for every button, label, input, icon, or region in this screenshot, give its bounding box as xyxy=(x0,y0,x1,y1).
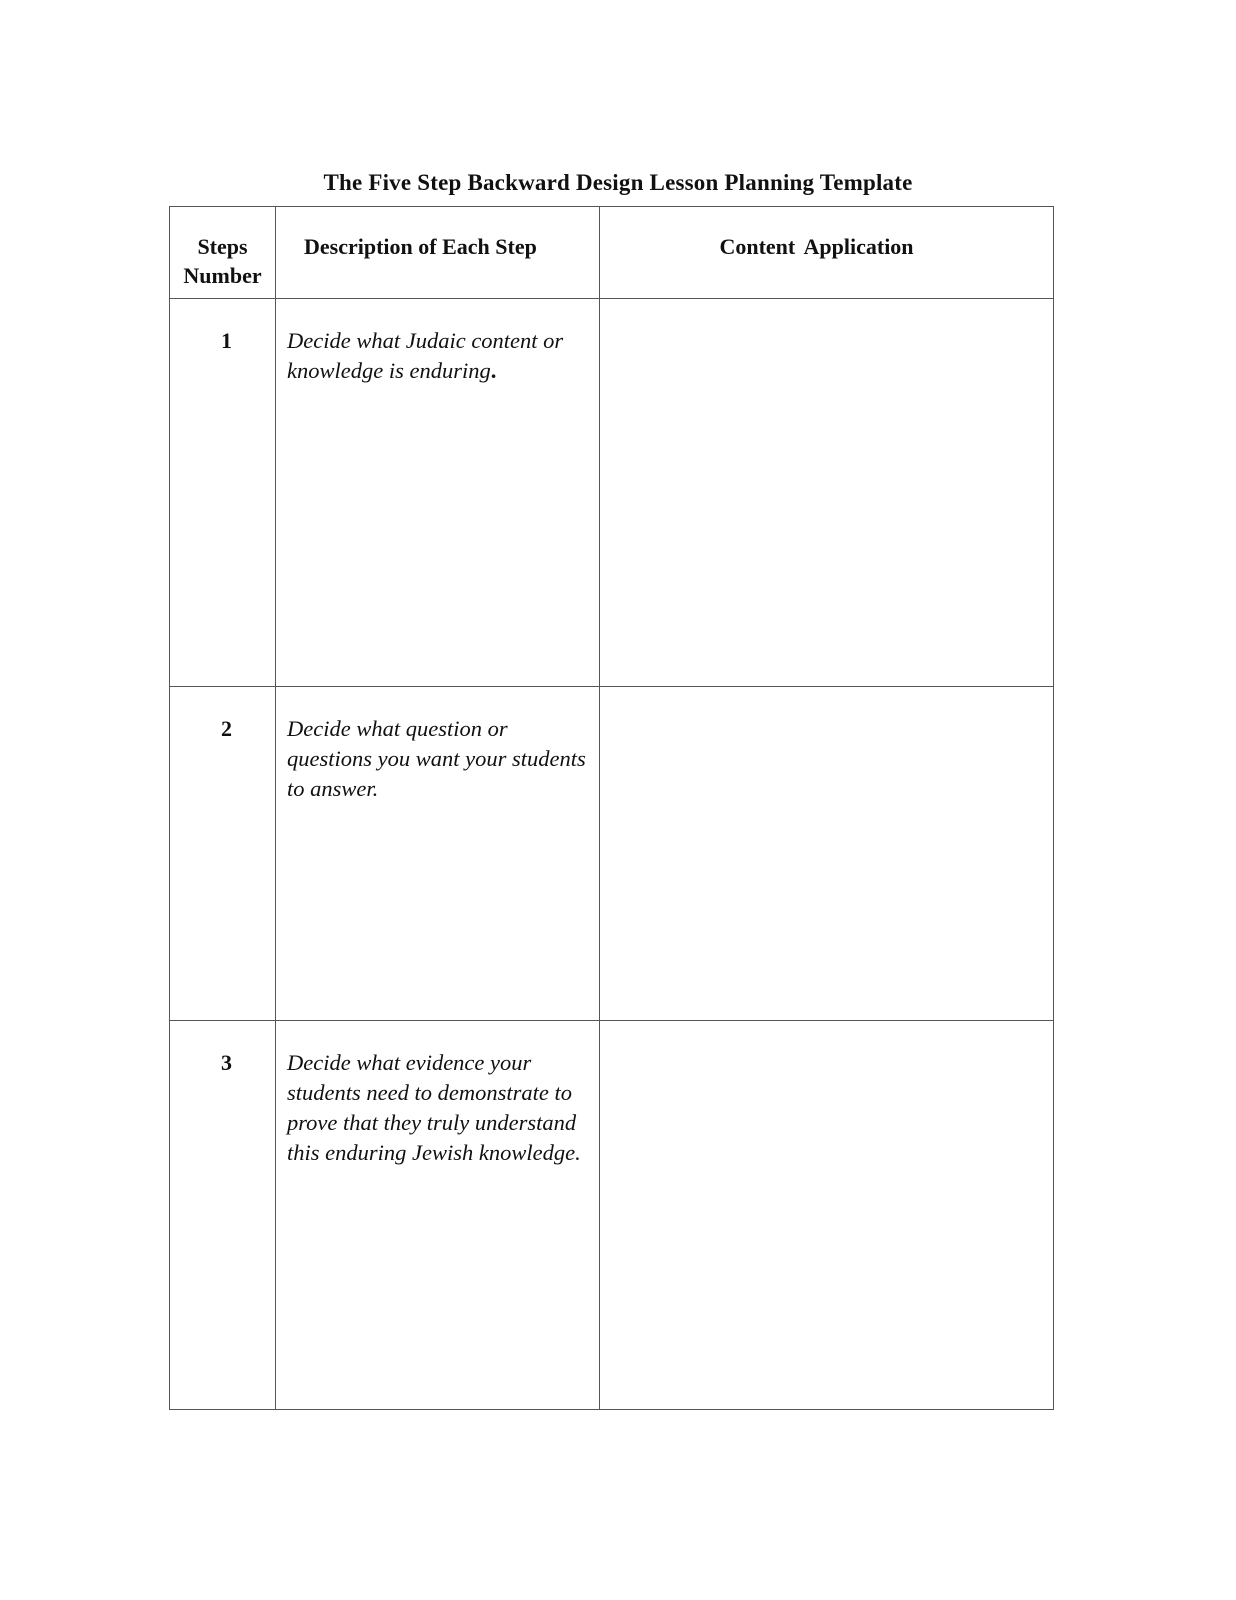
table-row xyxy=(170,1021,1054,1410)
step-number: 3 xyxy=(170,1021,276,1410)
step-description-text: Decide what Judaic content or knowledge is enduring xyxy=(287,328,564,383)
step-description-end: . xyxy=(490,358,497,383)
table-header-row xyxy=(170,207,1054,299)
content-application-cell[interactable] xyxy=(600,1021,1054,1410)
content-application-cell[interactable] xyxy=(600,299,1054,687)
header-description: Description of Each Step xyxy=(276,207,600,299)
step-description xyxy=(276,1021,600,1410)
header-steps-line1: Steps xyxy=(197,234,248,259)
step-description-text: Decide what evidence your students need to demonstrate to prove that they truly understand this enduring Jewish knowledge. xyxy=(287,1050,581,1165)
lesson-plan-table xyxy=(169,206,1054,1410)
header-steps-number xyxy=(170,207,276,299)
step-description xyxy=(276,687,600,1021)
header-content-application: Content Application xyxy=(600,207,1054,299)
step-number: 1 xyxy=(170,299,276,687)
content-application-cell[interactable] xyxy=(600,687,1054,1021)
step-number: 2 xyxy=(170,687,276,1021)
step-description-text: Decide what question or questions you want your students to answer. xyxy=(287,716,586,801)
table-row xyxy=(170,687,1054,1021)
document-title: The Five Step Backward Design Lesson Planning Template xyxy=(323,170,913,195)
header-steps-line2: Number xyxy=(183,263,262,288)
step-description xyxy=(276,299,600,687)
table-row xyxy=(170,299,1054,687)
